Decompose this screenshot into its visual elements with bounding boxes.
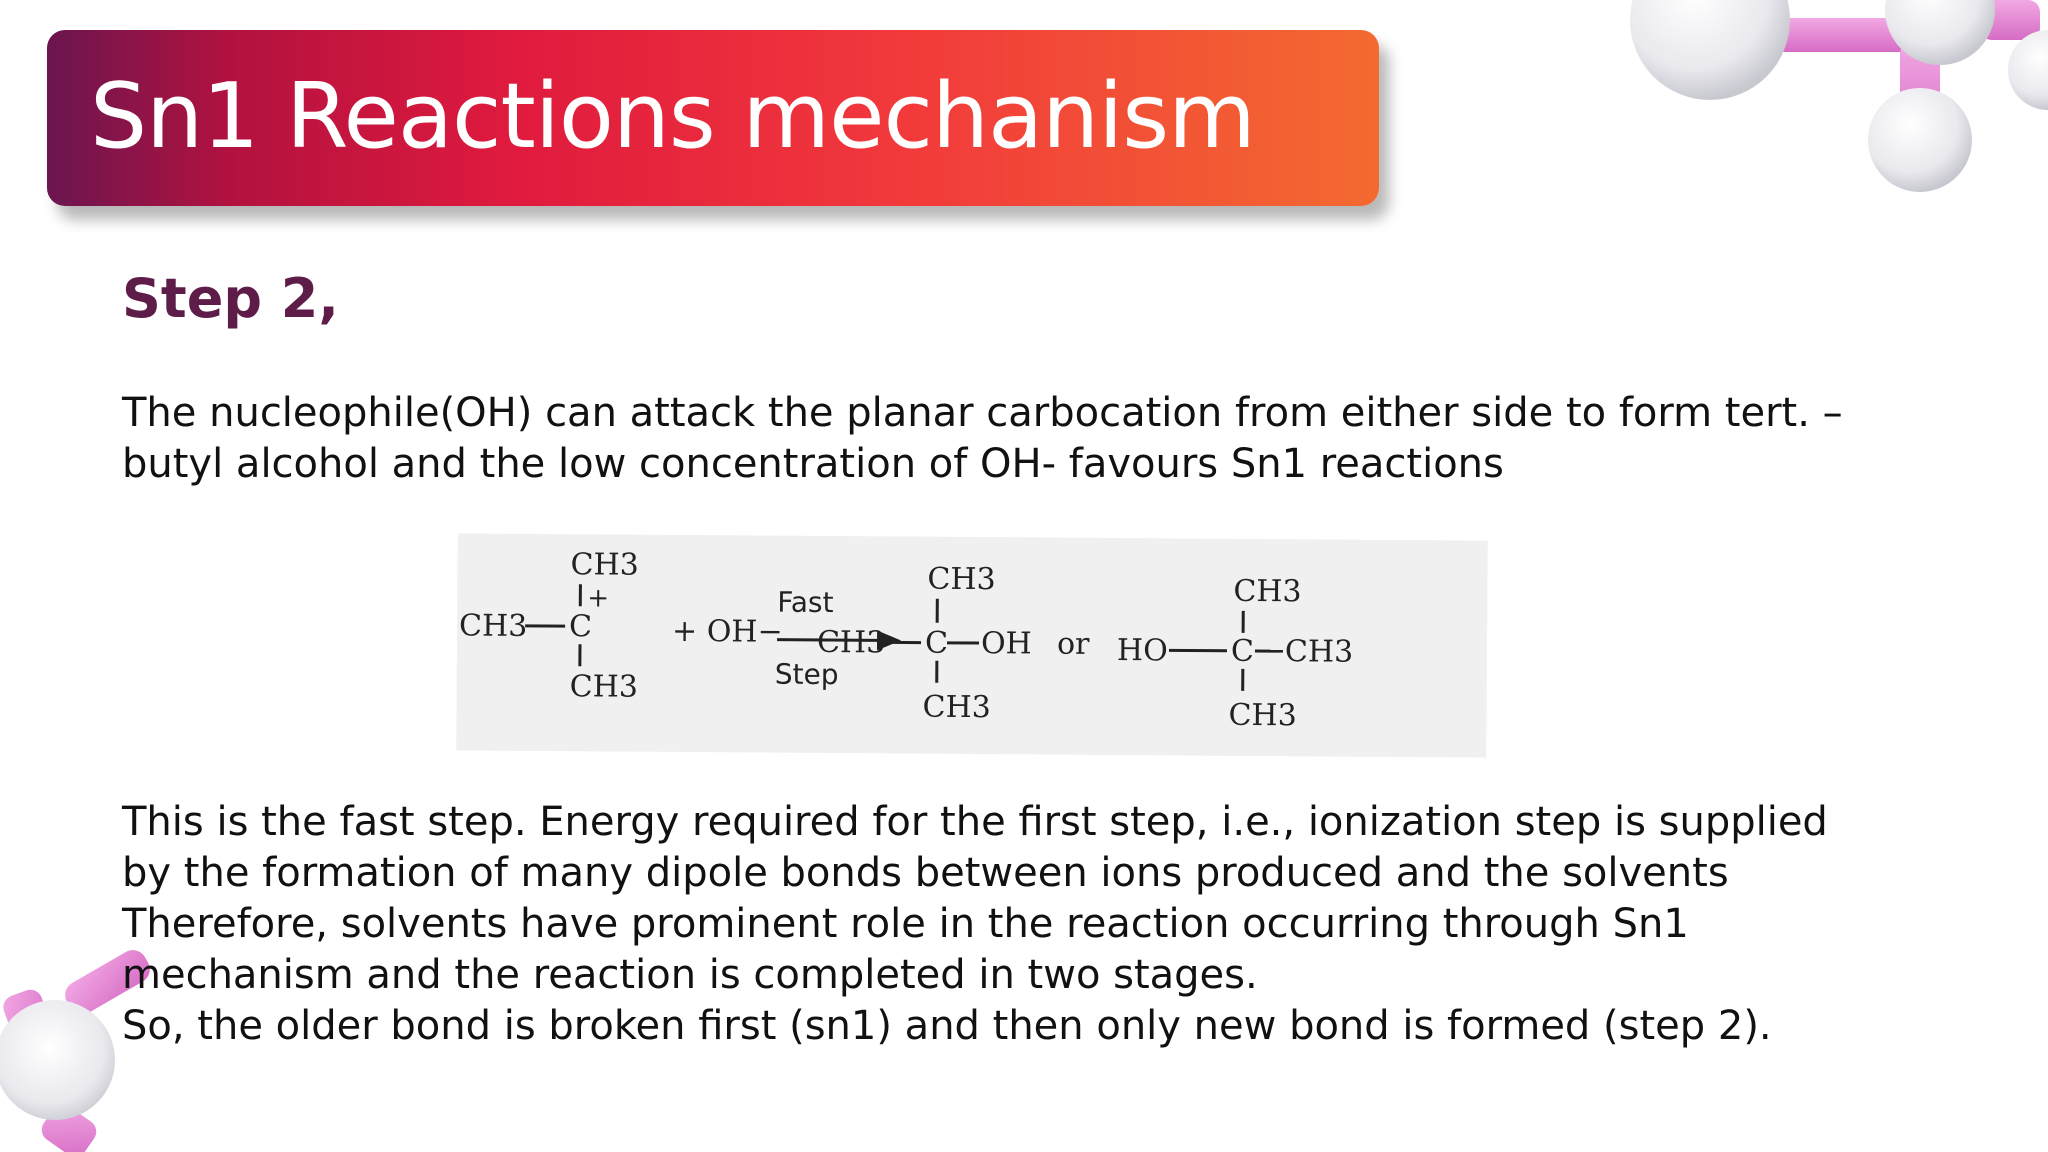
- reagent-label: + OH−: [671, 613, 783, 650]
- arrow-label-top: Fast: [777, 585, 834, 620]
- chem-label: C: [568, 609, 593, 645]
- paragraph-line: by the formation of many dipole bonds between ions produced and the solvents: [122, 850, 1729, 896]
- explanation-paragraph: [122, 797, 1828, 1052]
- chem-label: CH3: [569, 669, 639, 705]
- chem-label: CH3: [570, 547, 639, 583]
- molecule-decoration-top-right: [1600, 0, 2048, 200]
- arrow-label-bottom: Step: [774, 657, 839, 692]
- reaction-scheme-image: [456, 533, 1487, 757]
- chem-label: CH3: [459, 608, 528, 644]
- product-structure-1: [816, 561, 1032, 725]
- intro-paragraph: [122, 388, 1843, 490]
- paragraph-line: The nucleophile(OH) can attack the planar carbocation from either side to form tert. –: [122, 390, 1843, 436]
- chem-label: CH3: [927, 561, 996, 598]
- chem-label: C: [1230, 633, 1255, 669]
- connector-label: or: [1056, 626, 1090, 662]
- paragraph-line: mechanism and the reaction is completed in two stages.: [122, 952, 1258, 998]
- chem-label: CH3: [816, 624, 886, 661]
- chem-label: CH3: [1233, 573, 1302, 610]
- chem-label: C: [924, 625, 949, 661]
- paragraph-line: Therefore, solvents have prominent role in the reaction occurring through Sn1: [122, 901, 1689, 947]
- chem-label: HO: [1116, 633, 1168, 669]
- charge-label: +: [587, 583, 610, 614]
- paragraph-line: butyl alcohol and the low concentration of OH- favours Sn1 reactions: [122, 441, 1504, 487]
- step-heading: Step 2,: [122, 267, 339, 330]
- carbocation-structure: [459, 546, 639, 704]
- chem-label: CH3: [1228, 697, 1297, 734]
- product-structure-2: [1116, 573, 1353, 734]
- paragraph-line: This is the fast step. Energy required for the first step, i.e., ionization step is supplied: [122, 799, 1828, 845]
- paragraph-line: So, the older bond is broken first (sn1) and then only new bond is formed (step 2).: [122, 1003, 1772, 1049]
- chem-label: OH: [980, 626, 1032, 662]
- chem-label: CH3: [922, 689, 991, 726]
- chem-label: CH3: [1284, 634, 1354, 670]
- slide-title: Sn1 Reactions mechanism: [90, 64, 1255, 169]
